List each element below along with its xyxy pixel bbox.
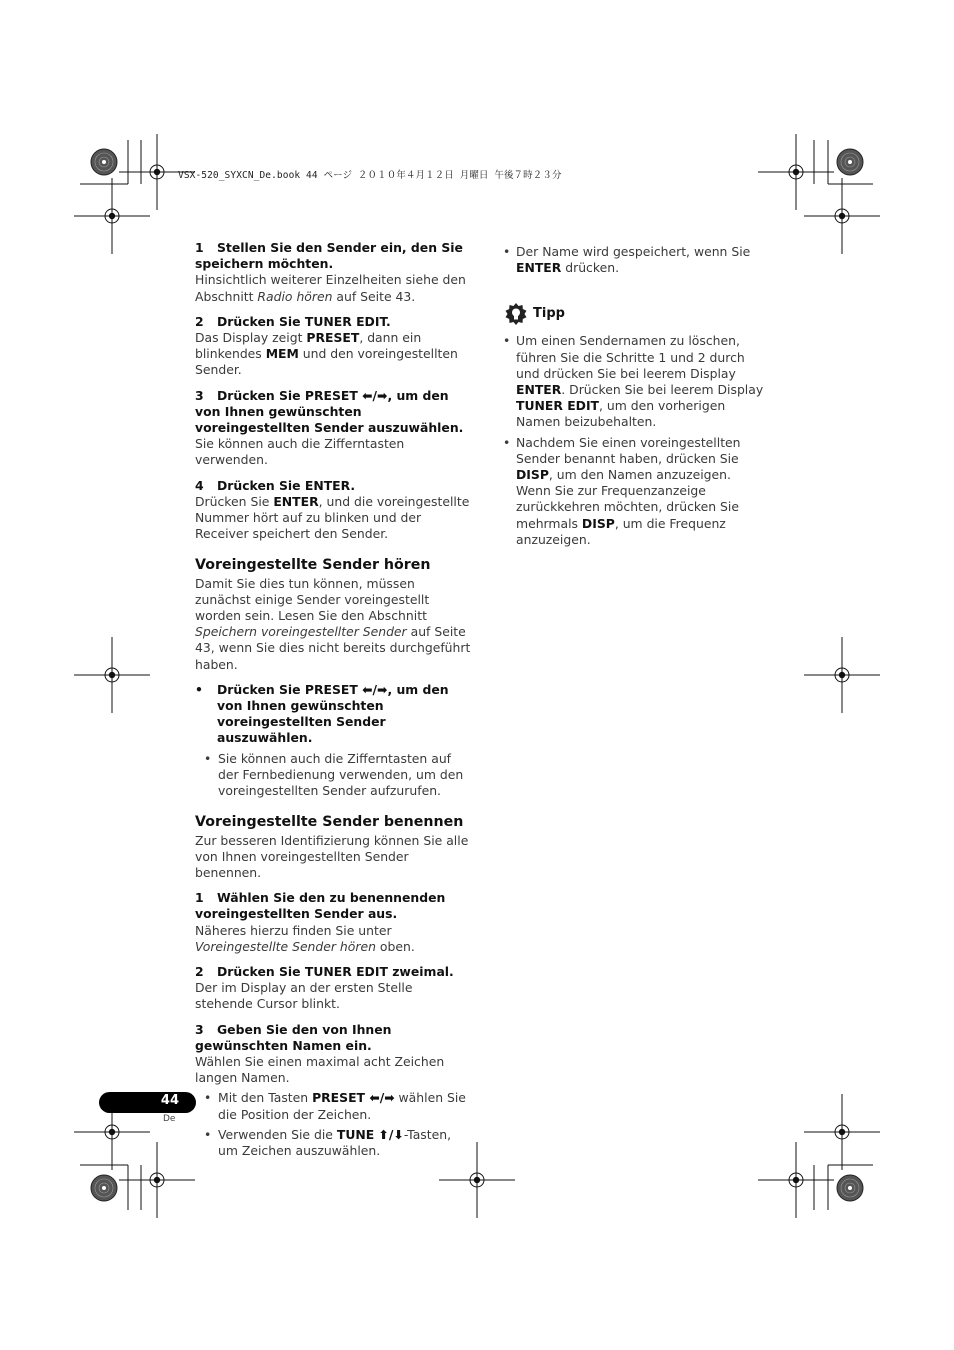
left-column bbox=[195, 240, 473, 1159]
arrow-left-right-icon: ⬅/➡ bbox=[362, 387, 388, 403]
name-step-2-text: Der im Display an der ersten Stelle stehende Cursor blinkt. bbox=[195, 980, 413, 1012]
page-number-badge bbox=[99, 1092, 196, 1113]
step-1-text: Hinsichtlich weiterer Einzelheiten siehe den Abschnitt Radio hören auf Seite 43. bbox=[195, 272, 466, 304]
section-heading-listen: Voreingestellte Sender hören bbox=[195, 557, 431, 574]
step-3-heading: 3 Drücken Sie PRESET ⬅/➡, um den von Ihnen gewünschten voreingestellten Sender auszuwählen. bbox=[195, 387, 464, 436]
listen-intro: Damit Sie dies tun können, müssen zunächst einige Sender voreingestellt worden sein. Lesen Sie den Abschnitt Speichern voreingestellter Sender auf Seite 43, wenn Sie dies nicht bereits durchgeführt haben. bbox=[195, 575, 471, 672]
step-3-text: Sie können auch die Zifferntasten verwenden. bbox=[195, 436, 405, 468]
step-2-heading: 2 Drücken Sie TUNER EDIT. bbox=[195, 313, 391, 329]
tip-bullet-2: • Nachdem Sie einen voreingestellten Sender benannt haben, drücken Sie DISP, um den Namen anzuzeigen. Wenn Sie zur Frequenzanzeige zurückkehren möchten, drücken Sie mehrmals DISP, um die Frequenz anzuzeigen. bbox=[503, 434, 741, 547]
step-4-heading: 4 Drücken Sie ENTER. bbox=[195, 477, 356, 493]
name-step-1-heading: 1 Wählen Sie den zu benennenden voreingestellten Sender aus. bbox=[195, 890, 446, 922]
tip-heading: Tipp bbox=[503, 302, 769, 326]
listen-bullet: • Sie können auch die Zifferntasten auf der Fernbedienung verwenden, um den voreingestellten Sender aufzurufen. bbox=[204, 750, 464, 799]
name-step-3-bullet-2: • Verwenden Sie die TUNE ⬆/⬇-Tasten, um Zeichen auszuwählen. bbox=[204, 1126, 452, 1158]
arrow-left-right-icon: ⬅/➡ bbox=[362, 681, 388, 697]
right-column bbox=[503, 240, 769, 548]
language-code: De bbox=[163, 1114, 176, 1124]
lightbulb-icon bbox=[503, 302, 529, 326]
name-step-1-text: Näheres hierzu finden Sie unter Voreingestellte Sender hören oben. bbox=[195, 922, 415, 954]
listen-step: • Drücken Sie PRESET ⬅/➡, um den von Ihnen gewünschten voreingestellten Sender auszuwählen. bbox=[195, 681, 449, 746]
page-number: 44 bbox=[160, 1093, 179, 1108]
book-header: VSX-520_SYXCN_De.book 44 ページ ２０１０年４月１２日 月曜日 午後７時２３分 bbox=[178, 170, 562, 181]
name-step-3-heading: 3 Geben Sie den von Ihnen gewünschten Namen ein. bbox=[195, 1021, 392, 1053]
arrow-up-down-icon: ⬆/⬇ bbox=[374, 1126, 404, 1142]
name-step-3-text: Wählen Sie einen maximal acht Zeichen langen Namen. bbox=[195, 1053, 445, 1086]
name-intro: Zur besseren Identifizierung können Sie alle von Ihnen voreingestellten Sender benennen. bbox=[195, 832, 469, 880]
step-1-heading: 1 Stellen Sie den Sender ein, den Sie speichern möchten. bbox=[195, 240, 463, 272]
tip-bullet-1: • Um einen Sendernamen zu löschen, führen Sie die Schritte 1 und 2 durch und drücken Sie bei leerem Display ENTER. Drücken Sie bei leerem Display TUNER EDIT, um den vorherigen Namen beizubehalten. bbox=[503, 333, 764, 430]
enter-bullet: • Der Name wird gespeichert, wenn Sie ENTER drücken. bbox=[503, 244, 751, 276]
name-step-3-bullet-1: • Mit den Tasten PRESET ⬅/➡ wählen Sie die Position der Zeichen. bbox=[204, 1090, 466, 1122]
name-step-2-heading: 2 Drücken Sie TUNER EDIT zweimal. bbox=[195, 963, 454, 979]
arrow-left-right-icon: ⬅/➡ bbox=[365, 1090, 395, 1106]
step-2-text: Das Display zeigt PRESET, dann ein blinkendes MEM und den voreingestellten Sender. bbox=[195, 330, 458, 378]
step-4-text: Drücken Sie ENTER, und die voreingestellte Nummer hört auf zu blinken und der Receiver speichert den Sender. bbox=[195, 493, 470, 542]
section-heading-name: Voreingestellte Sender benennen bbox=[195, 814, 464, 831]
